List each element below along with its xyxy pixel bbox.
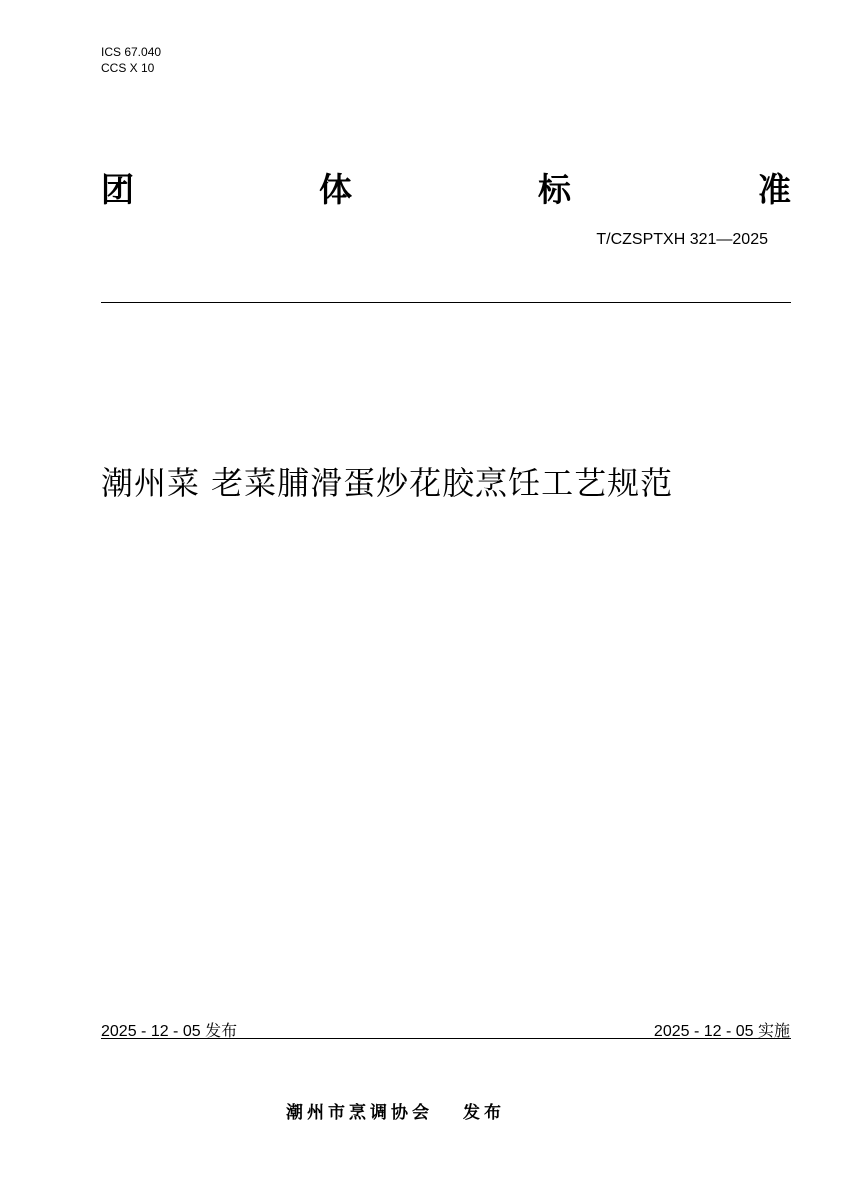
publish-date: 2025 - 12 - 05 发布 (101, 1023, 238, 1040)
publisher-action: 发布 (463, 1103, 505, 1123)
document-title: 潮州菜 老菜脯滑蛋炒花胶烹饪工艺规范 (101, 464, 674, 502)
bottom-divider (101, 1038, 791, 1039)
publisher-line (286, 1098, 505, 1123)
standard-number: T/CZSPTXH 321—2025 (596, 231, 768, 248)
standard-type-char: 体 (319, 170, 352, 209)
top-divider (101, 302, 791, 303)
publisher-org: 潮州市烹调协会 (286, 1103, 433, 1123)
standard-type-char: 标 (538, 170, 571, 209)
standard-type-heading (101, 168, 791, 212)
classification-codes (101, 44, 161, 76)
ccs-code: CCS X 10 (101, 61, 155, 75)
standard-type-char: 团 (101, 170, 134, 209)
implement-date: 2025 - 12 - 05 实施 (653, 1023, 790, 1040)
standard-type-char: 准 (758, 170, 791, 209)
ics-code: ICS 67.040 (101, 45, 162, 59)
